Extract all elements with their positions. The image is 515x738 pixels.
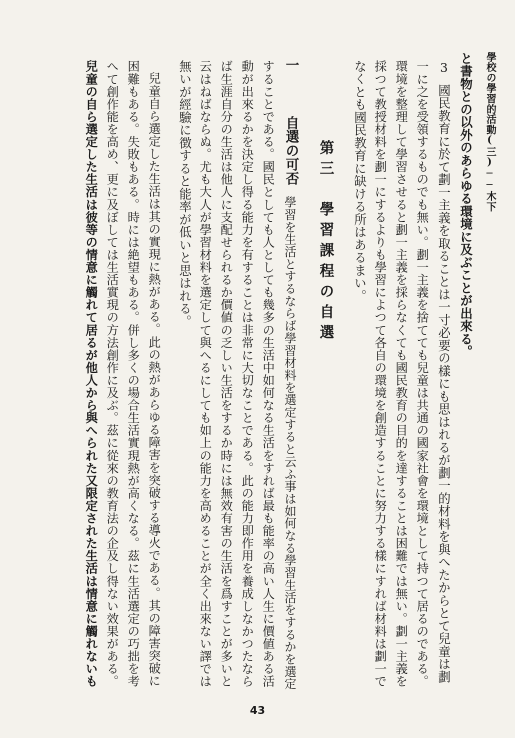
subsection-line: ば生涯自分の生活は他人に支配せられるか價値の乏しい生活をするか時には無效有害の生活を爲すことが多いと — [219, 60, 234, 688]
subsection-line: 云はねばならぬ。尤も大人が學習材料を選定して與へるにしても如上の能力を高めることが全く出來ない譯では — [198, 60, 213, 688]
subsection-marker: 一 — [282, 58, 299, 72]
section-heading: 第三 學習課程の自選 — [317, 140, 335, 345]
item-3-line: 環境を整理して學習させると劃一主義を採らなくても國民教育の目的を達することは困難では無い。劃一主義を — [394, 60, 409, 688]
subsection-line: 動が出來るかを決定し得る能力を有することは非常に大切なことである。此の能力即作用を養成しなかつたなら — [240, 60, 255, 688]
item-3-line: 一に之を受領するものでも無い。劃一主義を捨てても兒童は共通の國家社會を環境として持つて居るのである。 — [415, 60, 430, 688]
paragraph-line: へて創作能を高め、更に及ぼしては生活實現の方法創作に及ぶ。茲に從來の教育法の企及し得ない效果がある。 — [105, 60, 120, 688]
subsection-line: 無いが經驗に徴すると能率が低いと思はれる。 — [177, 60, 193, 328]
running-header: 學校の學習的活動(三)──木下 — [484, 52, 495, 212]
subsection-title: 自選の可否 — [282, 116, 299, 186]
paragraph-line: 困難もある。失敗もある。時には絶望もある。併し多くの場合生活實現熱が高くなる。茲に生活選定の巧拙を考 — [126, 60, 141, 688]
subsection-line: 學習を生活とするならば學習材料を選定すると云ふ事は如何なる學習生活をするかを選定 — [283, 196, 297, 690]
intro-line: と書物との以外のあらゆる環境に及ぶことが出來る。 — [458, 52, 474, 358]
paragraph-line: 兒童自ら選定した生活は其の實現に熱がある。此の熱があらゆる障害を突破する導火である。其の障害突破に — [147, 72, 162, 687]
item-3-line: 採つて教授材料を劃一にするよりも學習によつて各自の環境を創造することに努力する樣にすれば材料は劃一で — [373, 60, 388, 688]
paragraph-line: 兒童の自ら選定した生活は彼等の情意に觸れて居るが他人から與へられた又限定された生活は情意に觸れないも — [84, 60, 99, 688]
page-number: 43 — [249, 704, 266, 717]
item-3-line: 國民教育に於て劃一主義を取ることは一寸必要の樣にも思はれるが劃一的材料を與へたからとて兒童は劃 — [436, 84, 452, 684]
item-3-line: なくとも國民教育に缺ける所はあるまい。 — [352, 60, 368, 303]
item-3-marker: 3 — [436, 60, 452, 76]
subsection-line: することである。國民としても人としても幾多の生活中如何なる生活をすれば最も能率の高い人生に價値ある活 — [261, 60, 276, 688]
